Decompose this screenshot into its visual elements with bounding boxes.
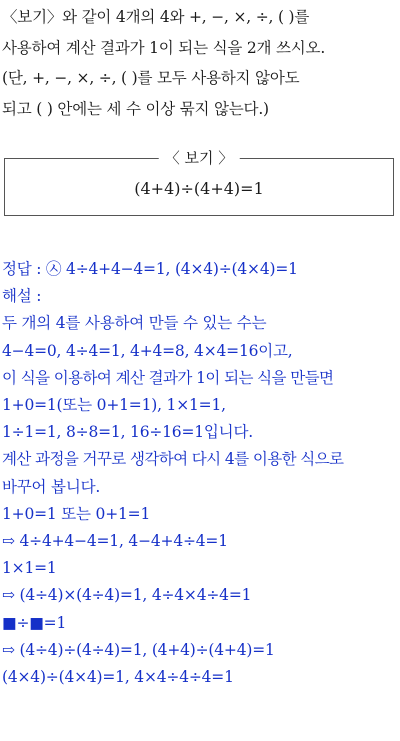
explanation-line: (4×4)÷(4×4)=1, 4×4÷4÷4=1 (2, 668, 234, 687)
explanation-line: ■÷■=1 (2, 613, 67, 632)
answer-line: 정답 : ㉦ 4÷4+4−4=1, (4×4)÷(4×4)=1 (2, 260, 298, 278)
problem-line: 〈보기〉와 같이 4개의 4와 +, −, ×, ÷, ( )를 (2, 8, 310, 26)
explanation-line: 이 식을 이용하여 계산 결과가 1이 되는 식을 만들면 (2, 368, 334, 387)
explanation-line: ⇨ 4÷4+4−4=1, 4−4+4÷4=1 (2, 532, 228, 551)
example-box-title: 〈 보기 〉 (159, 148, 240, 168)
example-expression: (4+4)÷(4+4)=1 (134, 179, 264, 198)
explanation-heading: 해설 : (2, 287, 42, 306)
explanation-line: 1×1=1 (2, 559, 57, 578)
explanation-line: 4−4=0, 4÷4=1, 4+4=8, 4×4=16이고, (2, 341, 293, 360)
explanation-line: 1+0=1(또는 0+1=1), 1×1=1, (2, 396, 226, 415)
example-box (4, 149, 394, 216)
explanation-line: 바꾸어 봅니다. (2, 477, 101, 496)
problem-line: 되고 ( ) 안에는 세 수 이상 묶지 않는다.) (2, 99, 269, 118)
explanation-line: ⇨ (4÷4)×(4÷4)=1, 4÷4×4÷4=1 (2, 586, 252, 605)
explanation-line: 두 개의 4를 사용하여 만들 수 있는 수는 (2, 314, 267, 333)
explanation-line: 1+0=1 또는 0+1=1 (2, 504, 151, 523)
problem-line: (단, +, −, ×, ÷, ( )를 모두 사용하지 않아도 (2, 69, 300, 87)
problem-line: 사용하여 계산 결과가 1이 되는 식을 2개 쓰시오. (2, 38, 326, 57)
explanation-line: 1÷1=1, 8÷8=1, 16÷16=1입니다. (2, 423, 253, 442)
problem-statement (2, 2, 398, 124)
explanation-line: ⇨ (4÷4)÷(4÷4)=1, (4+4)÷(4+4)=1 (2, 640, 275, 659)
explanation-line: 계산 과정을 거꾸로 생각하여 다시 4를 이용한 식으로 (2, 450, 344, 469)
solution-section (2, 256, 398, 691)
